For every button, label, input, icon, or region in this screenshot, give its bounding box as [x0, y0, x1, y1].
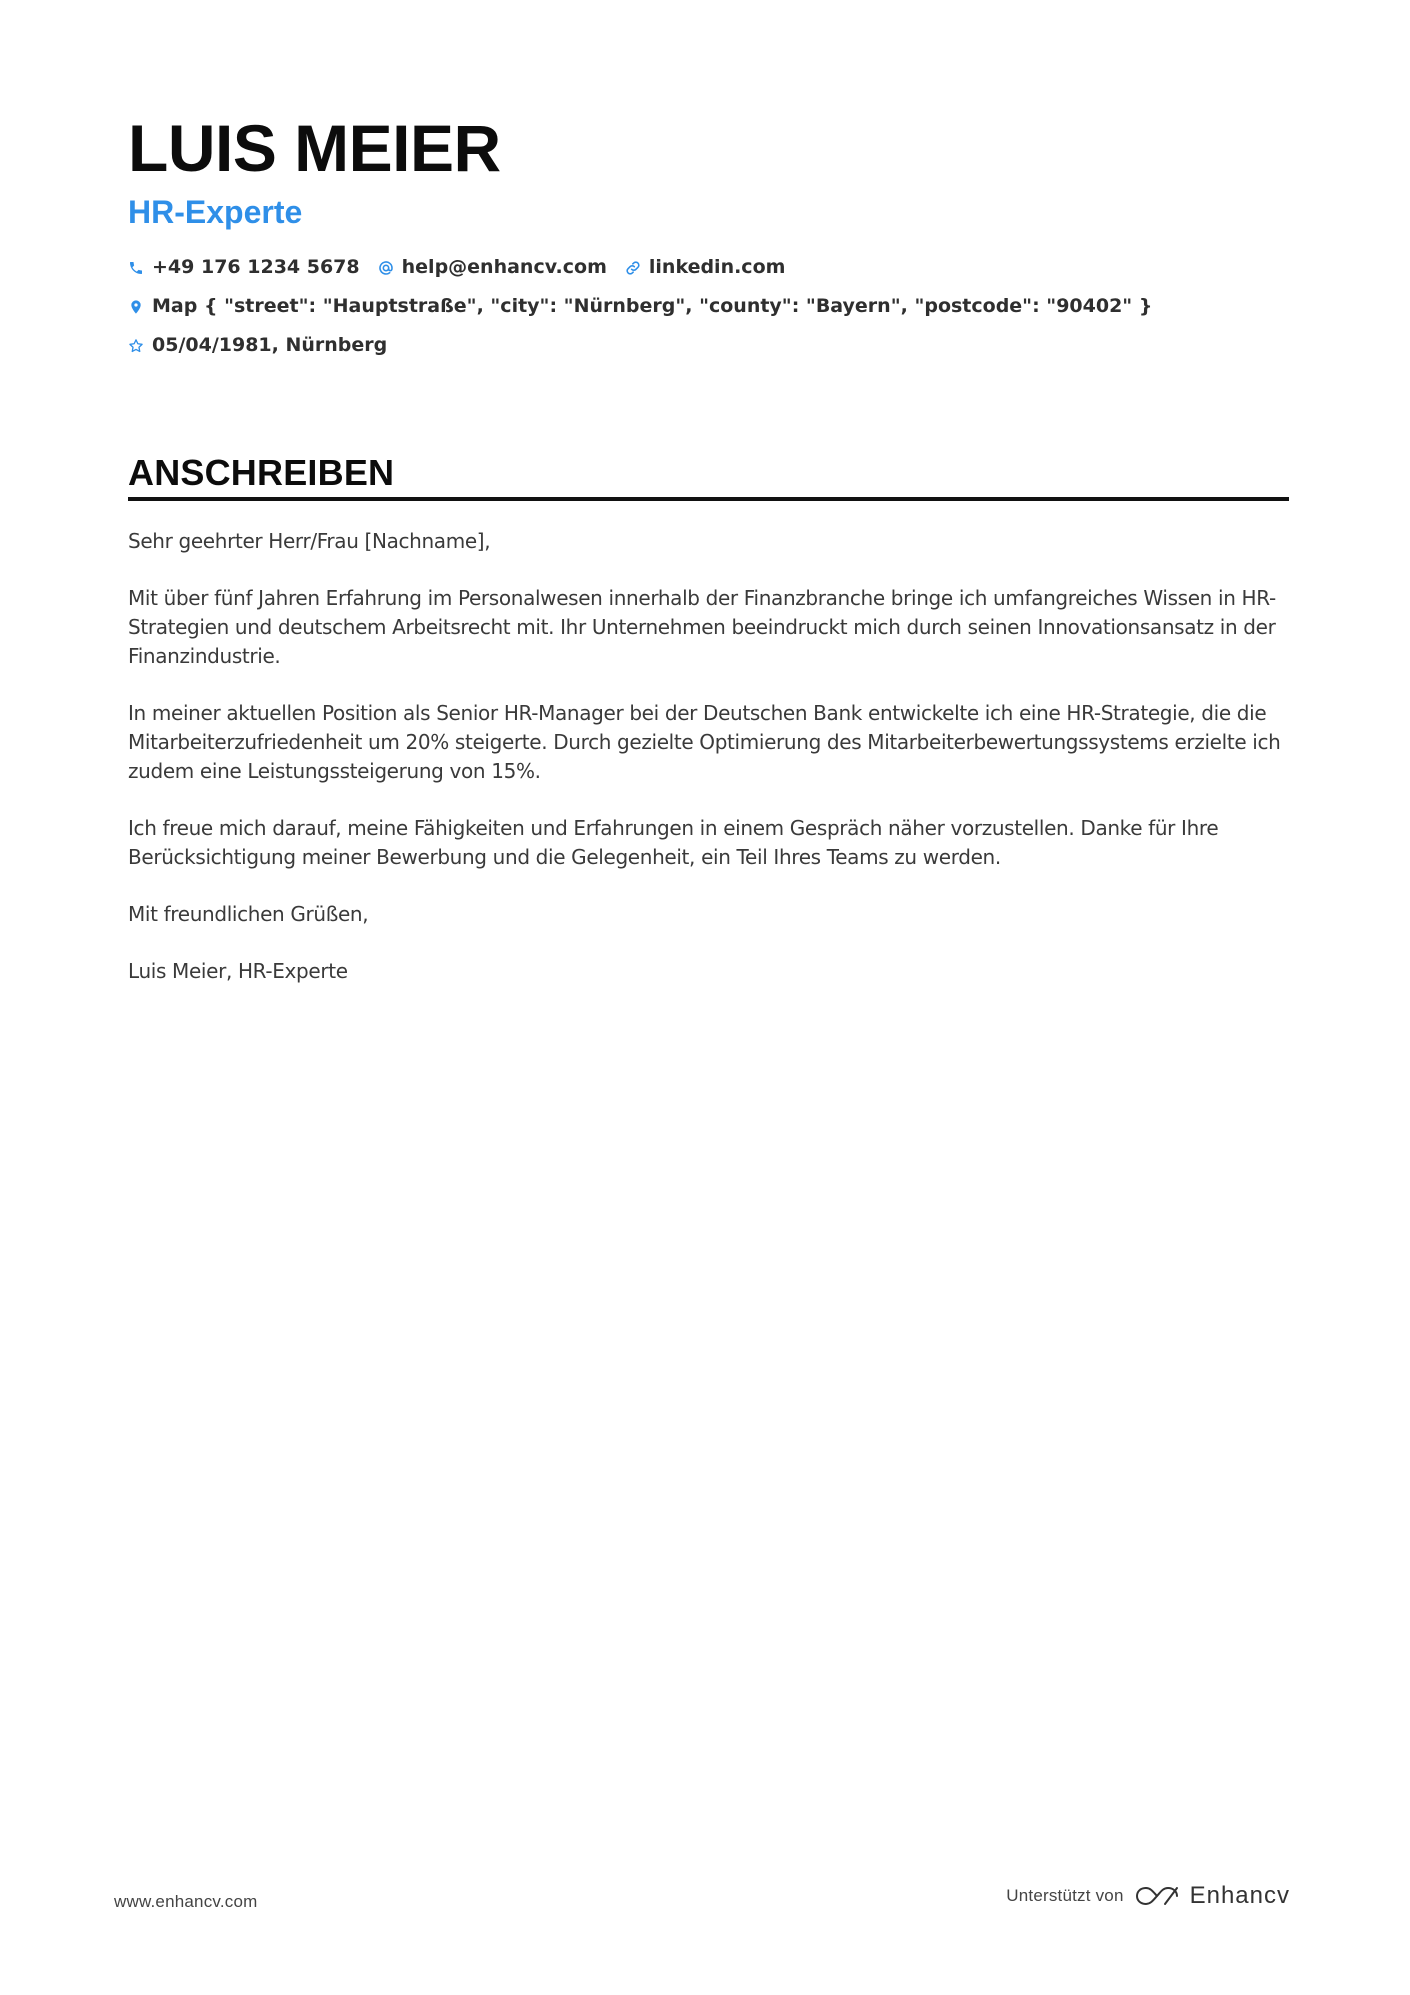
section-divider [128, 497, 1289, 501]
contact-address [128, 287, 1152, 326]
contact-row-primary [128, 248, 1289, 287]
phone-icon [128, 260, 144, 276]
birth-text: 05/04/1981, Nürnberg [152, 334, 388, 356]
star-icon [128, 338, 144, 354]
letter-closing: Mit freundlichen Grüßen, [128, 902, 369, 926]
letter-paragraph-2: In meiner aktuellen Position als Senior HR-Manager bei der Deutschen Bank entwickelte ich eine HR-Strategie, die die Mitarbeiterzufriedenheit um 20% steigerte. Durch gezielte Optimierung des Mitarbeiterbewertungssystems erzielte ich zudem eine Leistungssteigerung von 15%. [128, 701, 1281, 783]
address-text: Map { "street": "Hauptstraße", "city": "Nürnberg", "county": "Bayern", "postcode": "90402" } [152, 295, 1153, 317]
contact-row-birth [128, 326, 1289, 365]
contact-email[interactable] [378, 248, 607, 287]
candidate-role: HR-Experte [128, 194, 303, 230]
email-text[interactable]: help@enhancv.com [401, 256, 607, 278]
contact-phone [128, 248, 360, 287]
contact-linkedin[interactable] [625, 248, 786, 287]
linkedin-text[interactable]: linkedin.com [648, 256, 786, 278]
candidate-name: LUIS MEIER [128, 111, 501, 185]
link-icon [625, 260, 641, 276]
powered-by-label: Unterstützt von [1006, 1886, 1124, 1905]
enhancv-brand: Enhancv [1189, 1882, 1290, 1909]
section-title: ANSCHREIBEN [128, 452, 395, 493]
contact-birth [128, 326, 387, 365]
contact-row-address [128, 287, 1289, 326]
footer-website[interactable]: www.enhancv.com [114, 1892, 258, 1911]
enhancv-logo-icon [1134, 1884, 1180, 1908]
at-icon [378, 260, 394, 276]
phone-text: +49 176 1234 5678 [152, 256, 360, 278]
letter-paragraph-3: Ich freue mich darauf, meine Fähigkeiten und Erfahrungen in einem Gespräch näher vorzustellen. Danke für Ihre Berücksichtigung meiner Bewerbung und die Gelegenheit, ein Teil Ihres Teams zu werden. [128, 816, 1219, 869]
map-pin-icon [128, 299, 144, 315]
footer-powered-by[interactable] [1006, 1882, 1290, 1910]
cover-letter-page [128, 108, 1289, 1014]
letter-paragraph-1: Mit über fünf Jahren Erfahrung im Personalwesen innerhalb der Finanzbranche bringe ich umfangreiches Wissen in HR-Strategien und deutschem Arbeitsrecht mit. Ihr Unternehmen beeindruckt mich durch seinen Innovationsansatz in der Finanzindustrie. [128, 586, 1276, 668]
letter-salutation: Sehr geehrter Herr/Frau [Nachname], [128, 529, 491, 553]
letter-signature: Luis Meier, HR-Experte [128, 959, 348, 983]
